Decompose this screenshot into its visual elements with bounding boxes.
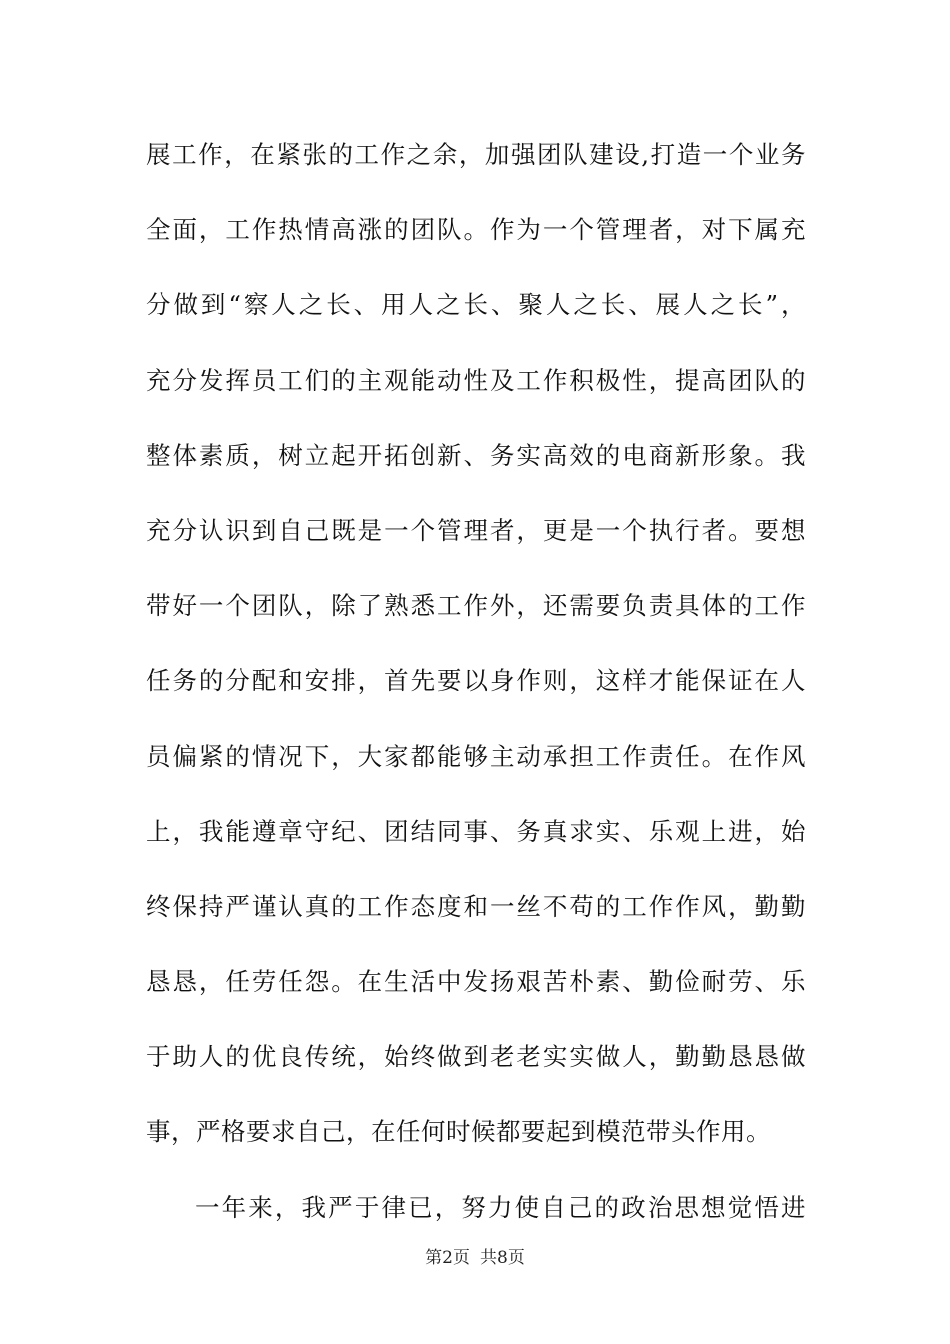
text-line: 终保持严谨认真的工作态度和一丝不苟的工作作风，勤勤: [146, 891, 806, 921]
page-footer: [0, 1243, 950, 1268]
text-line: 充分认识到自己既是一个管理者，更是一个执行者。要想: [146, 515, 806, 545]
text-line-paragraph-start: 一年来，我严于律已，努力使自己的政治思想觉悟进: [195, 1192, 806, 1222]
text-line: 于助人的优良传统，始终做到老老实实做人，勤勤恳恳做: [146, 1042, 806, 1072]
text-line: 上，我能遵章守纪、团结同事、务真求实、乐观上进，始: [146, 816, 806, 846]
text-line: 带好一个团队，除了熟悉工作外，还需要负责具体的工作: [146, 591, 806, 621]
page-total: 共8页: [480, 1248, 525, 1268]
body-text: [146, 130, 806, 1258]
page-number: 第2页: [425, 1248, 470, 1268]
text-line: 员偏紧的情况下，大家都能够主动承担工作责任。在作风: [146, 741, 806, 771]
text-line-paragraph-end: 事，严格要求自己，在任何时候都要起到模范带头作用。: [146, 1117, 771, 1147]
text-line: 分做到“察人之长、用人之长、聚人之长、展人之长”，: [146, 290, 806, 320]
text-line: 恳恳，任劳任怨。在生活中发扬艰苦朴素、勤俭耐劳、乐: [146, 967, 806, 997]
text-line: 展工作，在紧张的工作之余，加强团队建设,打造一个业务: [146, 140, 806, 169]
text-line: 充分发挥员工们的主观能动性及工作积极性，提高团队的: [146, 365, 806, 395]
text-line: 全面，工作热情高涨的团队。作为一个管理者，对下属充: [146, 215, 806, 245]
text-line: 任务的分配和安排，首先要以身作则，这样才能保证在人: [146, 666, 806, 696]
text-line: 整体素质，树立起开拓创新、务实高效的电商新形象。我: [146, 440, 806, 470]
